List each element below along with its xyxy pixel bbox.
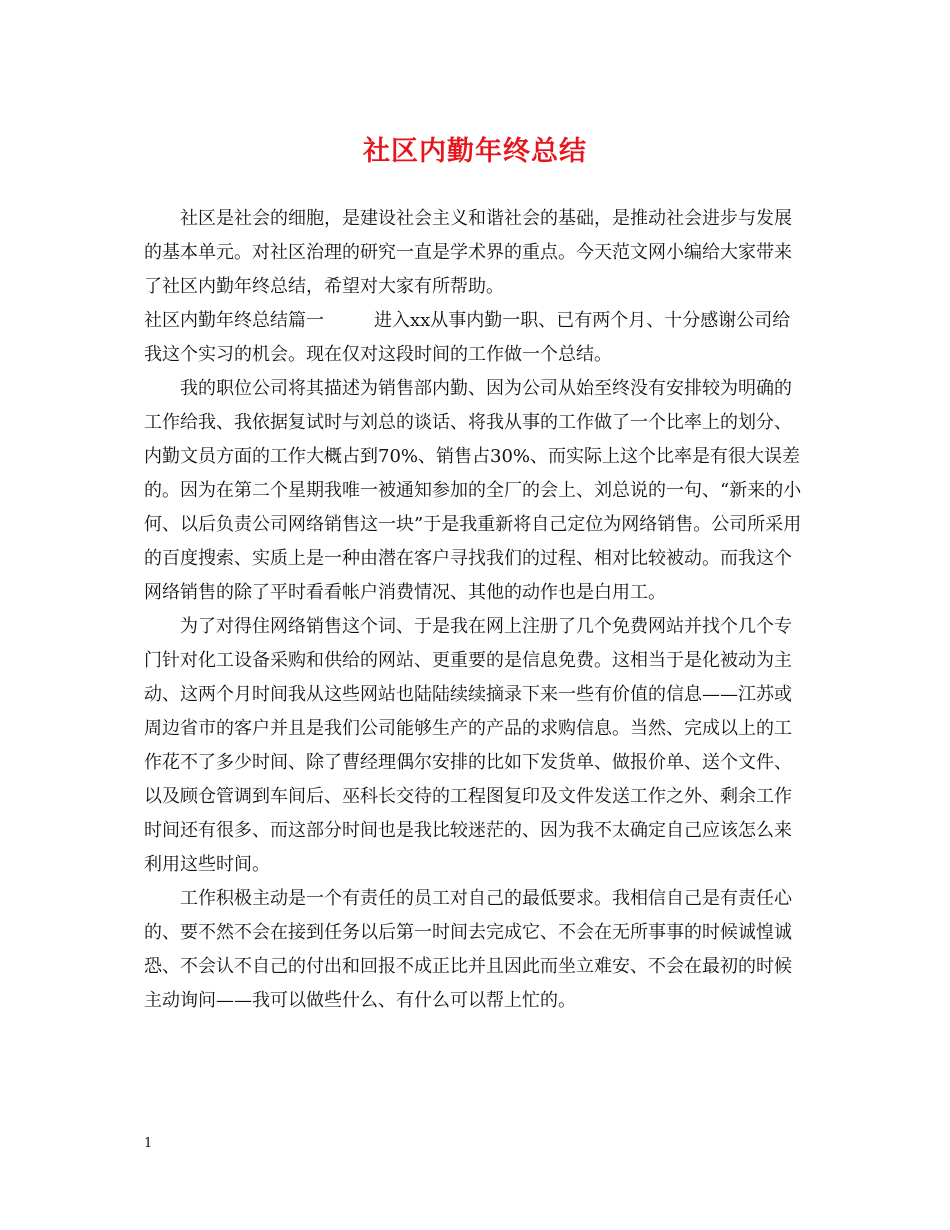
section-heading: 社区内勤年终总结篇一: [144, 310, 324, 331]
document-body: [144, 202, 808, 1018]
intro-paragraph: 社区是社会的细胞，是建设社会主义和谐社会的基础，是推动社会进步与发展的基本单元。对社区治理的研究一直是学术界的重点。今天范文网小编给大家带来了社区内勤年终总结，希望对大家有所帮助。: [144, 208, 792, 297]
section-first-paragraph: 进入xx从事内勤一职、已有两个月、十分感谢公司给我这个实习的机会。现在仅对这段时间的工作做一个总结。: [144, 310, 791, 365]
document-title: 社区内勤年终总结: [363, 136, 587, 167]
body-paragraph-responsibility: 工作积极主动是一个有责任的员工对自己的最低要求。我相信自己是有责任心的、要不然不会在接到任务以后第一时间去完成它、不会在无所事事的时候诚惶诚恐、不会认不自己的付出和回报不成正比并且因此而坐立难安、不会在最初的时候主动询问——我可以做些什么、有什么可以帮上忙的。: [144, 888, 792, 1011]
body-paragraph-network-sales: 为了对得住网络销售这个词、于是我在网上注册了几个免费网站并找个几个专门针对化工设备采购和供给的网站、更重要的是信息免费。这相当于是化被动为主动、这两个月时间我从这些网站也陆陆续续摘录下来一些有价值的信息——江苏或周边省市的客户并且是我们公司能够生产的产品的求购信息。当然、完成以上的工作花不了多少时间、除了曹经理偶尔安排的比如下发货单、做报价单、送个文件、以及顾仓管调到车间后、巫科长交待的工程图复印及文件发送工作之外、剩余工作时间还有很多、而这部分时间也是我比较迷茫的、因为我不太确定自己应该怎么来利用这些时间。: [144, 616, 792, 875]
section-paragraph: [144, 304, 808, 372]
body-paragraph-position: 我的职位公司将其描述为销售部内勤、因为公司从始至终没有安排较为明确的工作给我、我依据复试时与刘总的谈话、将我从事的工作做了一个比率上的划分、内勤文员方面的工作大概占到70%、销售占30%、而实际上这个比率是有很大误差的。因为在第二个星期我唯一被通知参加的全厂的会上、刘总说的一句、“新来的小何、以后负责公司网络销售这一块”于是我重新将自己定位为网络销售。公司所采用的百度搜索、实质上是一种由潜在客户寻找我们的过程、相对比较被动。而我这个网络销售的除了平时看看帐户消费情况、其他的动作也是白用工。: [144, 378, 802, 603]
page-number: 1: [144, 1136, 153, 1151]
